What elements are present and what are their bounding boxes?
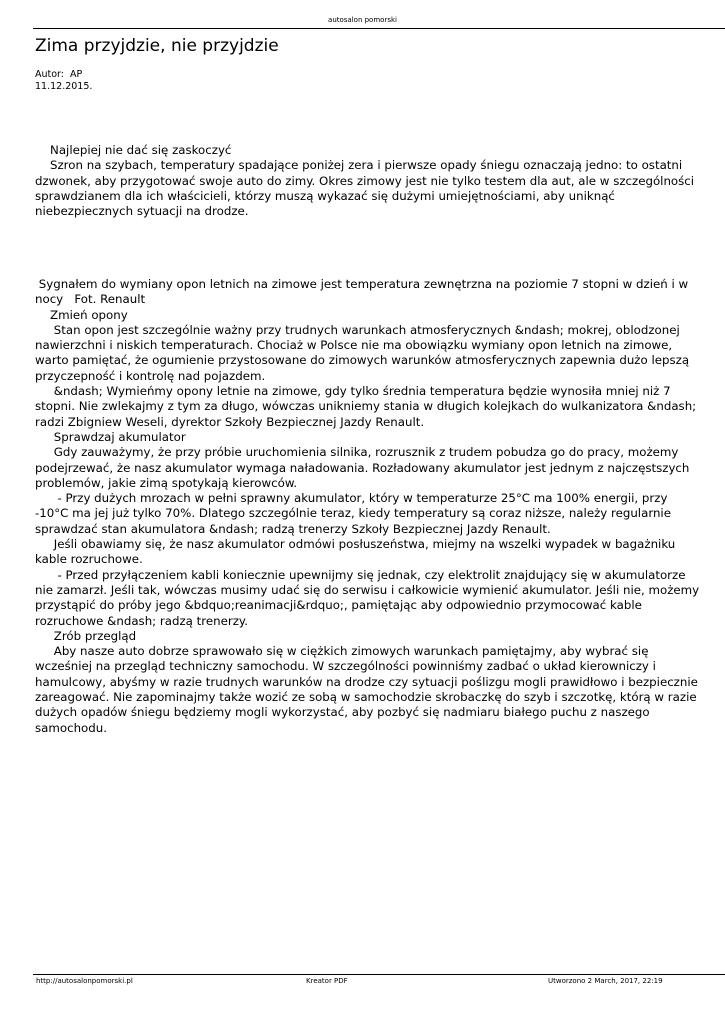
body-paragraph: Jeśli obawiamy się, że nasz akumulator odmówi posłuszeństwa, miejmy na wszelki wypadek w bagażniku kable rozruchowe. (35, 537, 680, 567)
body-paragraph: &ndash; Wymieńmy opony letnie na zimowe, gdy tylko średnia temperatura będzie wynosiła mniej niż 7 stopni. Nie zwlekajmy z tym za długo, wówczas unikniemy stania w długich kolejkach do wulkanizatora &ndash; radzi Zbigniew Weseli, dyrektor Szkoły Bezpiecznej Jazdy Renault. (35, 384, 700, 429)
section-heading-battery: Sprawdzaj akumulator (35, 429, 186, 444)
body-paragraph: Gdy zauważymy, że przy próbie uruchomienia silnika, rozrusznik z trudem pobudza go do pracy, możemy podejrzewać, że nasz akumulator wymaga naładowania. Rozładowany akumulator jest jednym z najczęstszych problemów, jakie zimą spotykają kierowców. (35, 445, 694, 490)
body-paragraph: - Przed przyłączeniem kabli koniecznie upewnijmy się jednak, czy elektrolit znajdujący się w akumulatorze nie zamarzł. Jeśli tak, wówczas musimy udać się do serwisu i całkowicie wymienić akumulator. Jeśli nie, możemy przystąpić do próby jego &bdquo;reanimacji&rdquo;, pamiętając aby odpowiednio przymocować kable rozruchowe &ndash; radzą trenerzy. (35, 567, 703, 628)
footer-divider (33, 974, 725, 975)
photo-caption: Sygnałem do wymiany opon letnich na zimowe jest temperatura zewnętrzna na poziomie 7 stopni w dzień i w nocy Fot. Renault (35, 277, 692, 307)
body-paragraph: - Przy dużych mrozach w pełni sprawny akumulator, który w temperaturze 25°C ma 100% energii, przy -10°C ma jej już tylko 70%. Dlatego szczególnie teraz, kiedy temperatury są coraz niższe, należy regularnie sprawdzać stan akumulatora &ndash; radzą trenerzy Szkoły Bezpiecznej Jazdy Renault. (35, 491, 675, 536)
site-name-header: autosalon pomorski (328, 16, 397, 24)
footer-generator: Kreator PDF (306, 977, 348, 985)
header-divider (33, 28, 725, 29)
article-title: Zima przyjdzie, nie przyjdzie (35, 36, 279, 56)
article-date: 11.12.2015. (35, 81, 93, 92)
section-heading-tires: Zmień opony (35, 307, 128, 322)
article-intro (35, 143, 700, 219)
article-meta (35, 69, 92, 93)
footer-created-date: Utworzono 2 March, 2017, 22:19 (548, 977, 663, 985)
author-line: Autor: AP (35, 69, 83, 80)
body-paragraph: Stan opon jest szczególnie ważny przy trudnych warunkach atmosferycznych &ndash; mokrej, oblodzonej nawierzchni i niskich temperaturach. Chociaż w Polsce nie ma obowiązku wymiany opon letnich na zimowe, warto pamiętać, że ogumienie przystosowane do zimowych warunków atmosferycznych zapewnia dużo lepszą przyczepność i kontrolę nad pojazdem. (35, 322, 693, 383)
section-heading-inspection: Zrób przegląd (35, 628, 137, 643)
intro-paragraph: Szron na szybach, temperatury spadające poniżej zera i pierwsze opady śniegu oznaczają jedno: to ostatni dzwonek, aby przygotować swoje auto do zimy. Okres zimowy jest nie tylko testem dla aut, ale w szczególności sprawdzianem dla ich właścicieli, którzy muszą wykazać się dużymi umiejętnościami, aby uniknąć niebezpiecznych sytuacji na drodze. (35, 158, 698, 219)
article-body (35, 277, 703, 736)
footer-url-link[interactable]: http://autosalonpomorski.pl (36, 977, 133, 985)
intro-heading: Najlepiej nie dać się zaskoczyć (35, 143, 232, 157)
body-paragraph: Aby nasze auto dobrze sprawowało się w ciężkich zimowych warunkach pamiętajmy, aby wybrać się wcześniej na przegląd techniczny samochodu. W szczególności powinniśmy zadbać o układ kierowniczy i hamulcowy, abyśmy w razie trudnych warunków na drodze czy sytuacji poślizgu mogli prawidłowo i bezpiecznie zareagować. Nie zapominajmy także wozić ze sobą w samochodzie skrobaczkę do szyb i szczotkę, którą w razie dużych opadów śniegu będziemy mogli wykorzystać, aby pozbyć się nadmiaru białego puchu z naszego samochodu. (35, 644, 702, 735)
